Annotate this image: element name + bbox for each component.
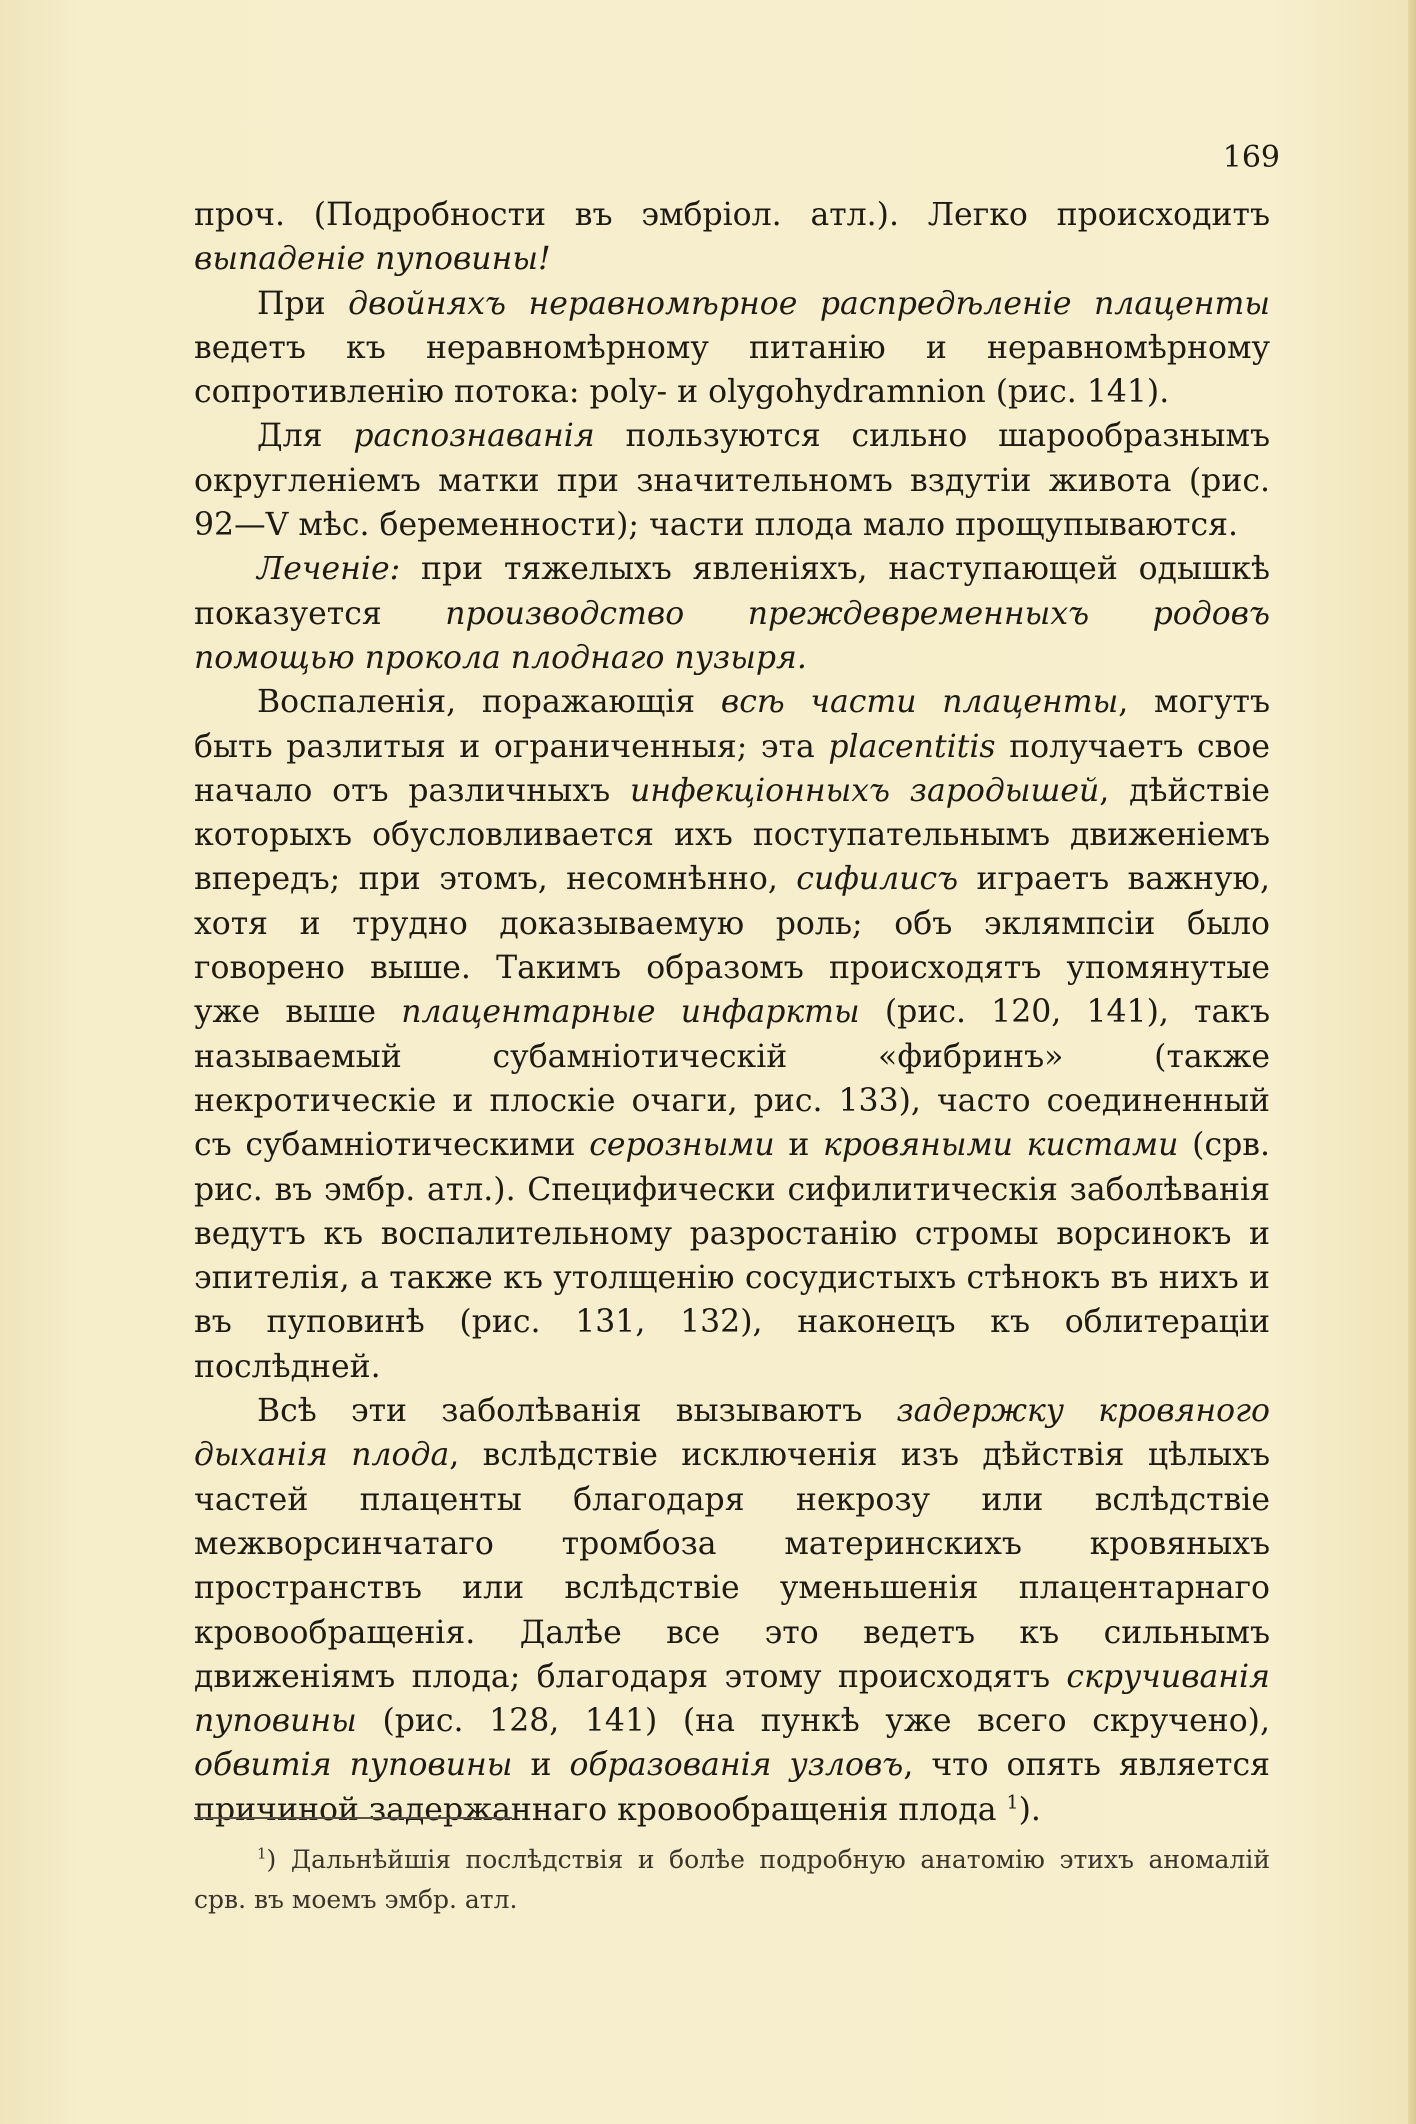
paragraph [194, 414, 1270, 547]
italic-text: обвитія пуповины [194, 1747, 513, 1784]
italic-text: placentitis [828, 728, 996, 765]
italic-text: Леченіе: [257, 551, 401, 588]
text-run: и [512, 1747, 570, 1784]
italic-text: двойняхъ неравномѣрное распредѣленіе плаценты [348, 285, 1270, 322]
text-run: Воспаленія, поражающія [257, 684, 721, 721]
text-run: , дѣйствіе которыхъ обусловливается ихъ поступательнымъ движеніемъ впередъ; при этомъ, несомнѣнно, [194, 772, 1270, 898]
italic-text: задержку кровяного дыханія плода [194, 1393, 1270, 1474]
footnote-marker: 1 [257, 1844, 267, 1863]
footnote-text: ) Дальнѣйшія послѣдствія и болѣе подробную анатомію этихъ аномалій срв. въ моемъ эмбр. атл. [194, 1845, 1270, 1914]
footnote-divider [194, 1817, 512, 1819]
italic-text: всѣ части плаценты [720, 684, 1119, 721]
paragraph [194, 1389, 1270, 1832]
footnote [194, 1840, 1270, 1920]
italic-text: распознаванія [353, 418, 595, 455]
text-run: и [774, 1127, 824, 1164]
text-run: Для [257, 418, 354, 455]
text-run: При [257, 285, 349, 322]
italic-text: серозными [589, 1127, 775, 1164]
text-run: , вслѣдствіе исключенія изъ дѣйствія цѣлыхъ частей плаценты благодаря некрозу или вслѣдствіе межворсинчатаго тромбоза материнскихъ кровяныхъ пространствъ или вслѣдствіе уменьшенія плацентарнаго кровообращенія. Далѣе все это ведетъ къ сильнымъ движеніямъ плода; благодаря этому происходятъ [194, 1437, 1271, 1695]
text-run: (рис. 120, 141), такъ называемый субамніотическій «фибринъ» (также некротическіе и плоскіе очаги, рис. 133), часто соединенный съ субамніотическими [194, 994, 1270, 1164]
text-run: ведетъ къ неравномѣрному питанію и неравномѣрному сопротивленію потока: poly- и olygohydramnion (рис. 141). [194, 329, 1270, 411]
text-run: проч. (Подробности въ эмбріол. атл.). Легко происходитъ [194, 197, 1270, 233]
text-run: (срв. рис. въ эмбр. атл.). Специфически сифилитическія заболѣванія ведутъ къ воспалительному разростанію стромы ворсинокъ и эпителія, а также къ утолщенію сосудистыхъ стѣнокъ въ нихъ и въ пуповинѣ (рис. 131, 132), наконецъ къ облитераціи послѣдней. [194, 1127, 1271, 1385]
italic-text: производство преждевременныхъ родовъ помощью прокола плоднаго пузыря. [194, 595, 1270, 676]
italic-text: инфекціонныхъ зародышей [629, 772, 1100, 809]
paragraph [194, 193, 1270, 282]
text-run: (рис. 128, 141) (на пункѣ уже всего скручено), [356, 1703, 1270, 1740]
paragraph [194, 680, 1270, 1389]
text-run: при тяжелыхъ явленіяхъ, наступающей одышкѣ показуется [194, 551, 1270, 632]
italic-text: скручиванія пуповины [194, 1658, 1270, 1740]
italic-text: выпаденіе пуповины! [194, 241, 551, 278]
text-run: Всѣ эти заболѣванія вызываютъ [257, 1393, 897, 1430]
paragraph [194, 282, 1270, 415]
footnote-reference: 1 [1006, 1791, 1019, 1814]
paragraph [194, 547, 1270, 680]
text-run: ). [1018, 1791, 1041, 1828]
body-text [194, 193, 1270, 1832]
italic-text: образованія узловъ [569, 1747, 904, 1784]
italic-text: сифилисъ [796, 861, 959, 898]
text-run: пользуются сильно шарообразнымъ округленіемъ матки при значительномъ вздутіи живота (рис. 92—V мѣс. беременности); части плода мало прощупываются. [194, 418, 1270, 544]
italic-text: плацентарные инфаркты [401, 994, 860, 1031]
text-run: получаетъ свое начало отъ различныхъ [194, 728, 1270, 809]
text-run: , могутъ быть разлитыя и ограниченныя; эта [194, 684, 1270, 765]
text-run: , что опять является причиной задержаннаго кровообращенія плода [194, 1747, 1270, 1828]
page-edge [1408, 0, 1416, 2124]
footnote-paragraph [194, 1840, 1270, 1920]
text-run: играетъ важную, хотя и трудно доказываемую роль; объ эклямпсіи было говорено выше. Такимъ образомъ происходятъ упомянутые уже выше [194, 861, 1270, 1031]
page-number: 169 [1222, 140, 1280, 175]
italic-text: кровяными кистами [823, 1127, 1179, 1164]
